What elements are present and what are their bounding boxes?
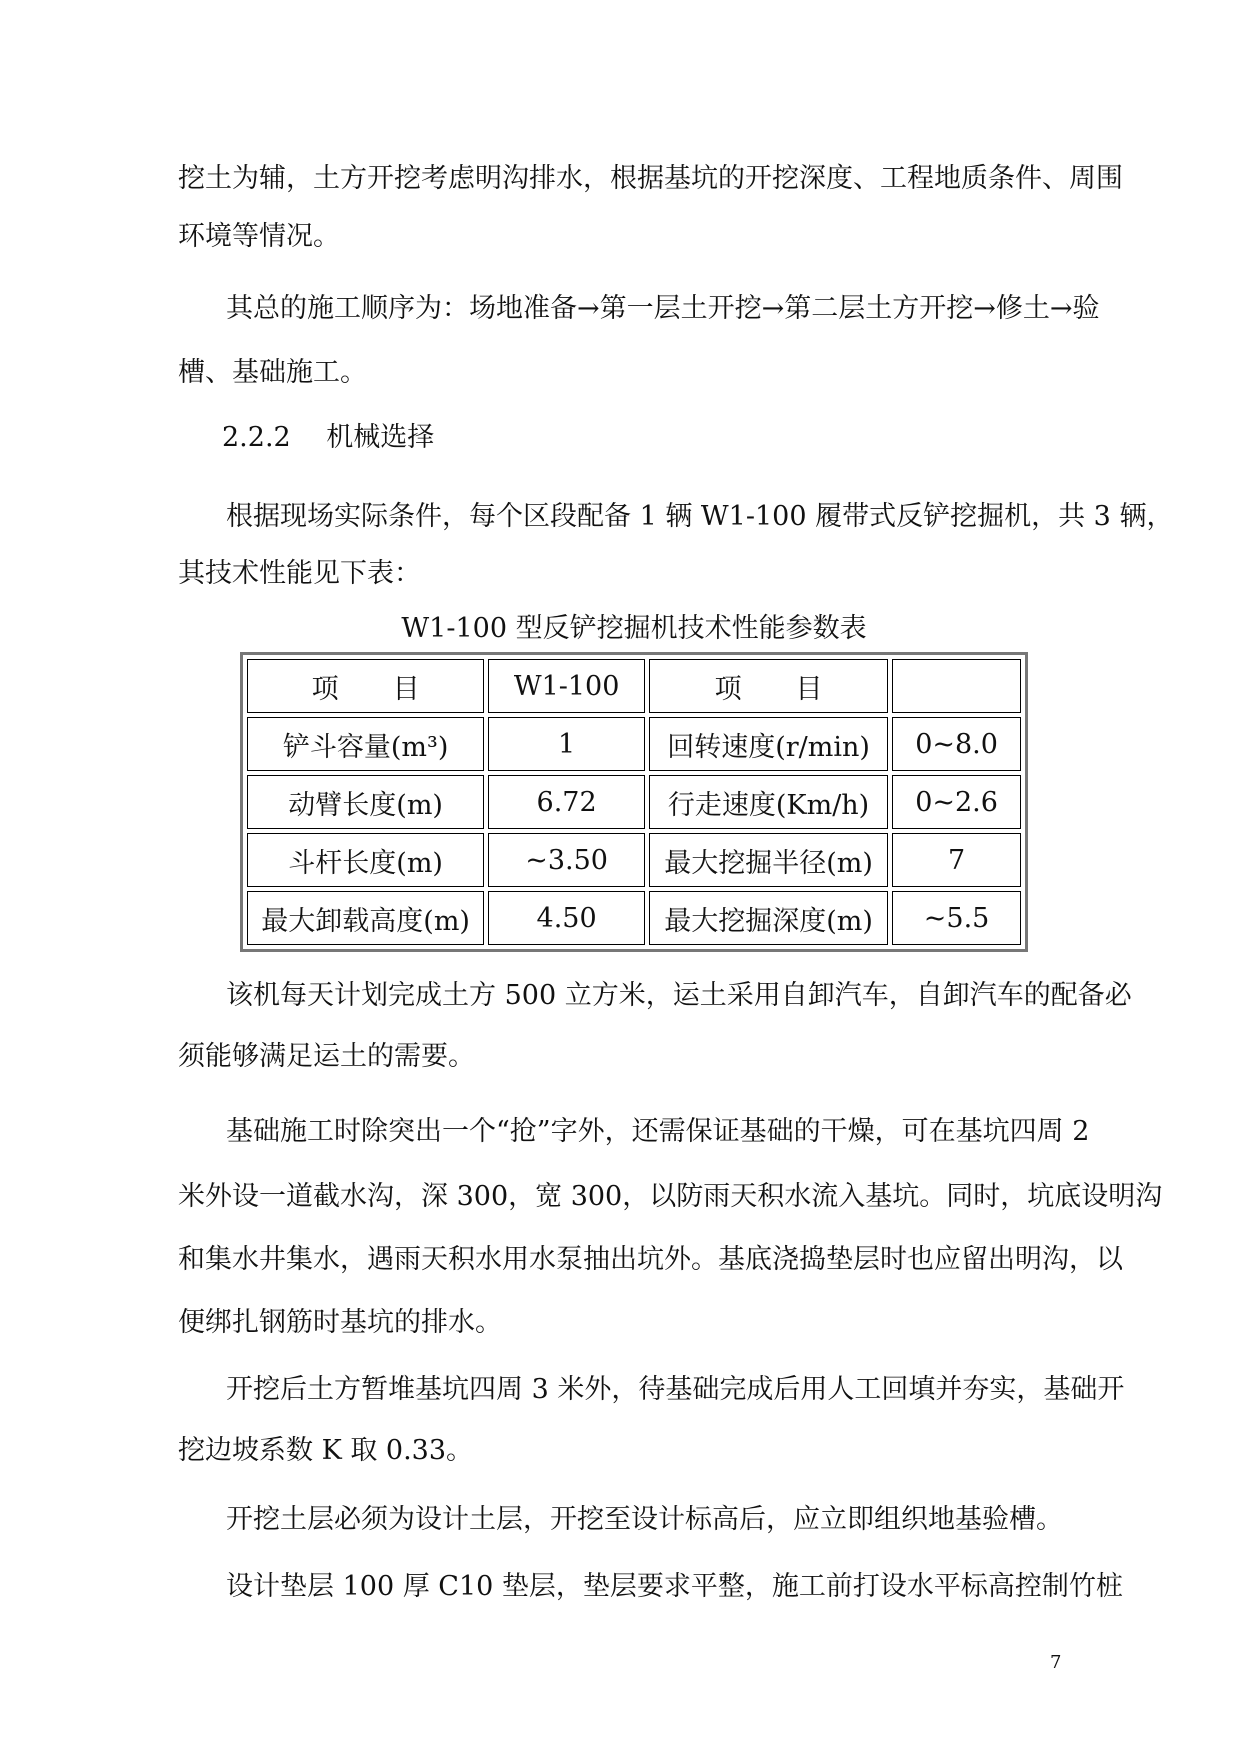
paragraph-line: 开挖土层必须为设计土层，开挖至设计标高后，应立即组织地基验槽。 [226,1504,1063,1535]
section-heading: 2.2.2 机械选择 [222,422,435,453]
table-header-cell: 项 目 [247,659,484,713]
paragraph-line: 挖边坡系数 K 取 0.33。 [178,1435,474,1466]
table-cell: 最大卸载高度(m) [247,891,484,945]
table-cell: 斗杆长度(m) [247,833,484,887]
paragraph-line: 须能够满足运土的需要。 [178,1041,475,1072]
table-cell: 最大挖掘深度(m) [649,891,888,945]
table-header-cell: 项 目 [649,659,888,713]
paragraph-line: 开挖后土方暂堆基坑四周 3 米外，待基础完成后用人工回填并夯实，基础开 [226,1374,1125,1405]
paragraph-line: 槽、基础施工。 [178,357,367,388]
paragraph-line: 其总的施工顺序为：场地准备→第一层土开挖→第二层土方开挖→修土→验 [226,293,1100,324]
table-row [247,717,1021,771]
table-cell: 铲斗容量(m³) [247,717,484,771]
paragraph-line: 该机每天计划完成土方 500 立方米，运土采用自卸汽车，自卸汽车的配备必 [226,980,1132,1011]
table-row [247,833,1021,887]
table-cell: 6.72 [488,775,645,829]
table-cell: 0~2.6 [892,775,1021,829]
page-number: 7 [1050,1652,1062,1673]
table-row [247,775,1021,829]
table-header-cell: W1-100 [488,659,645,713]
paragraph-line: 米外设一道截水沟，深 300，宽 300，以防雨天积水流入基坑。同时，坑底设明沟 [178,1181,1163,1212]
table-cell: 动臂长度(m) [247,775,484,829]
paragraph-line: 根据现场实际条件，每个区段配备 1 辆 W1-100 履带式反铲挖掘机，共 3 辆， [226,501,1174,532]
table-header-row [247,659,1021,713]
table-cell: 回转速度(r/min) [649,717,888,771]
table-cell: 7 [892,833,1021,887]
table-cell: 1 [488,717,645,771]
paragraph-line: 其技术性能见下表： [178,558,421,589]
table-cell: 4.50 [488,891,645,945]
paragraph-line: 基础施工时除突出一个“抢”字外，还需保证基础的干燥，可在基坑四周 2 [226,1116,1090,1147]
table-cell: ~5.5 [892,891,1021,945]
paragraph-line: 设计垫层 100 厚 C10 垫层，垫层要求平整，施工前打设水平标高控制竹桩 [226,1571,1123,1602]
table-cell: 行走速度(Km/h) [649,775,888,829]
table-header-cell [892,659,1021,713]
table-row [247,891,1021,945]
paragraph-line: 挖土为辅，土方开挖考虑明沟排水，根据基坑的开挖深度、工程地质条件、周围 [178,163,1123,194]
table-cell: 0~8.0 [892,717,1021,771]
spec-table [240,652,1028,952]
table-caption: W1-100 型反铲挖掘机技术性能参数表 [401,613,867,644]
paragraph-line: 环境等情况。 [178,221,340,252]
table-cell: ~3.50 [488,833,645,887]
paragraph-line: 便绑扎钢筋时基坑的排水。 [178,1307,502,1338]
paragraph-line: 和集水井集水，遇雨天积水用水泵抽出坑外。基底浇捣垫层时也应留出明沟，以 [178,1244,1123,1275]
table-cell: 最大挖掘半径(m) [649,833,888,887]
